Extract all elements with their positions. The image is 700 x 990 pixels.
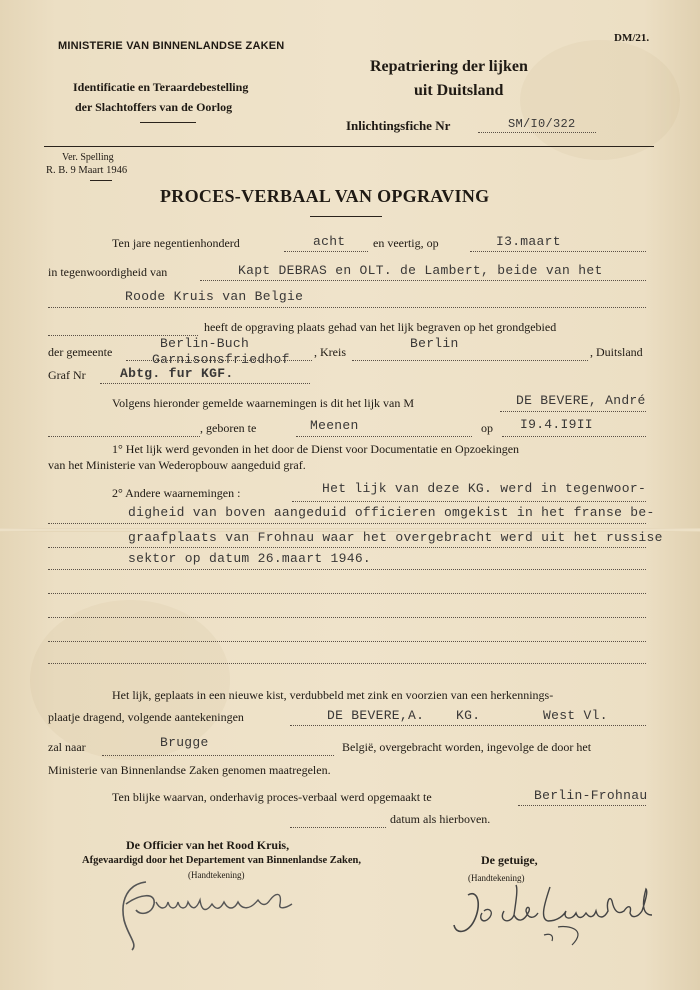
proof-place: Berlin-Frohnau [534, 788, 648, 803]
spelling-underline [90, 180, 112, 181]
pre-birth-line [48, 436, 200, 437]
grave-line [100, 383, 310, 384]
repatriation-title-1: Repatriering der lijken [370, 58, 528, 75]
transfer-text: België, overgebracht worden, ingevolge de door het [342, 740, 592, 754]
ministry-text: Ministerie van Binnenlandse Zaken genomen maatregelen. [48, 763, 331, 777]
presence-value-2: Roode Kruis van Belgie [125, 289, 304, 304]
empty-line [48, 641, 646, 642]
born-on-label: op [481, 421, 493, 435]
date-as-above-line [290, 827, 386, 828]
title-underline [310, 216, 382, 217]
point-1-line-1: 1° Het lijk werd gevonden in het door de Dienst voor Documentatie en Opzoekingen [112, 442, 520, 456]
to-value: Brugge [160, 735, 209, 750]
empty-line [48, 593, 646, 594]
point-2-line-2 [48, 523, 646, 524]
coffin-line-1: Het lijk, geplaats in een nieuwe kist, verdubbeld met zink en voorzien van een herkennings- [112, 688, 554, 702]
deceased-value: DE BEVERE, André [516, 393, 646, 408]
officer-hand-label: (Handtekening) [188, 870, 245, 880]
tag-region: West Vl. [543, 708, 608, 723]
witness-title: De getuige, [481, 853, 538, 867]
born-place: Meenen [310, 418, 359, 433]
born-label: , geboren te [200, 421, 257, 435]
date-as-above: datum als hierboven. [390, 812, 491, 826]
repatriation-title-2: uit Duitsland [414, 82, 504, 99]
tag-kg: KG. [456, 708, 481, 723]
kreis-value: Berlin [410, 336, 459, 351]
year-value: acht [313, 234, 346, 249]
municipality-value: Berlin-Buch [160, 336, 250, 351]
kreis-label: , Kreis [314, 345, 346, 359]
deceased-line [500, 411, 646, 412]
tag-name: DE BEVERE,A. [327, 708, 425, 723]
ministry-heading: MINISTERIE VAN BINNENLANDSE ZAKEN [58, 40, 285, 52]
presence-line-2 [48, 307, 646, 308]
presence-value-1: Kapt DEBRAS en OLT. de Lambert, beide van het [238, 263, 603, 278]
presence-line-1 [200, 280, 646, 281]
officer-subtitle: Afgevaardigd door het Departement van Binnenlandse Zaken, [82, 855, 361, 866]
point-2-text-1: Het lijk van deze KG. werd in tegenwoor- [322, 481, 647, 496]
kreis-line [352, 360, 588, 361]
document-title: PROCES-VERBAAL VAN OPGRAVING [160, 186, 490, 206]
exhumation-text: heeft de opgraving plaats gehad van het lijk begraven op het grondgebied [204, 320, 557, 334]
observations-text: Volgens hieronder gemelde waarnemingen is dit het lijk van M [112, 396, 415, 410]
header-divider [44, 146, 654, 147]
date-value: I3.maart [496, 234, 561, 249]
sheet-number: SM/I0/322 [508, 117, 576, 131]
country-label: , Duitsland [590, 345, 643, 359]
header-rule-small [140, 122, 196, 123]
proof-place-line [518, 805, 646, 806]
grave-label: Graf Nr [48, 368, 86, 382]
paper-stain [520, 40, 680, 160]
year-prefix: Ten jare negentienhonderd [112, 236, 240, 250]
grave-value-1: Garnisonsfriedhof [152, 352, 290, 367]
proof-text: Ten blijke waarvan, onderhavig proces-verbaal werd opgemaakt te [112, 790, 432, 804]
spelling-note-1: Ver. Spelling [62, 152, 114, 163]
empty-line [48, 617, 646, 618]
sheet-number-line [478, 132, 596, 133]
date-line [470, 251, 646, 252]
empty-line [48, 663, 646, 664]
grave-value-2: Abtg. fur KGF. [120, 366, 234, 381]
born-date-line [502, 436, 646, 437]
point-2-text-2: digheid van boven aangeduid officieren omgekist in het franse be- [128, 505, 655, 520]
form-code: DM/21. [614, 32, 650, 44]
sheet-label: Inlichtingsfiche Nr [346, 118, 451, 133]
to-label: zal naar [48, 740, 86, 754]
born-date: I9.4.I9II [520, 417, 593, 432]
spelling-note-2: R. B. 9 Maart 1946 [46, 165, 128, 176]
municipality-label: der gemeente [48, 345, 113, 359]
to-line [102, 755, 334, 756]
year-line [284, 251, 368, 252]
point-2-label: 2° Andere waarnemingen : [112, 486, 241, 500]
witness-signature [448, 875, 668, 955]
point-1-line-2: van het Ministerie van Wederopbouw aangeduid graf. [48, 458, 306, 472]
officer-signature [110, 870, 310, 960]
witness-hand-label: (Handtekening) [468, 873, 525, 883]
point-2-line-1 [292, 501, 646, 502]
point-2-text-3: graafplaats van Frohnau waar het overgebracht werd uit het russise [128, 530, 663, 545]
department-line-2: der Slachtoffers van de Oorlog [75, 100, 233, 114]
officer-title: De Officier van het Rood Kruis, [126, 838, 290, 852]
point-2-text-4: sektor op datum 26.maart 1946. [128, 551, 372, 566]
department-line-1: Identificatie en Teraardebestelling [73, 80, 249, 94]
point-2-line-4 [48, 569, 646, 570]
year-suffix: en veertig, op [373, 236, 439, 250]
point-2-line-3 [48, 547, 646, 548]
tag-line [290, 725, 646, 726]
born-place-line [296, 436, 472, 437]
coffin-line-2: plaatje dragend, volgende aantekeningen [48, 710, 244, 724]
presence-label: in tegenwoordigheid van [48, 265, 168, 279]
